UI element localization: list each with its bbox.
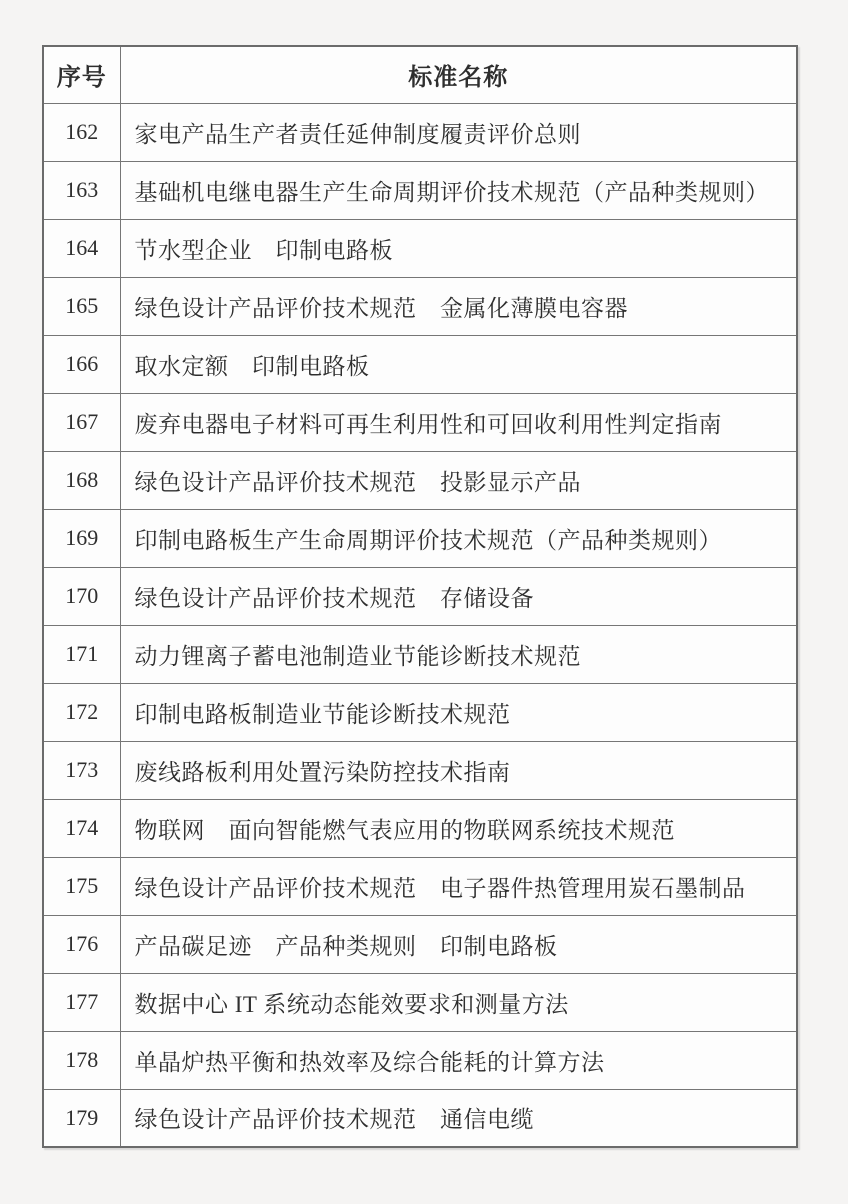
standard-name-cell: 废弃电器电子材料可再生利用性和可回收利用性判定指南 bbox=[120, 393, 797, 451]
row-number-cell: 174 bbox=[43, 799, 120, 857]
row-number-cell: 177 bbox=[43, 973, 120, 1031]
standard-name-cell: 取水定额 印制电路板 bbox=[120, 335, 797, 393]
row-number-cell: 171 bbox=[43, 625, 120, 683]
standard-name-cell: 数据中心 IT 系统动态能效要求和测量方法 bbox=[120, 973, 797, 1031]
col-header-standard-name: 标准名称 bbox=[120, 46, 797, 103]
table-header-row bbox=[43, 46, 797, 103]
row-number-cell: 172 bbox=[43, 683, 120, 741]
standard-name-cell: 印制电路板生产生命周期评价技术规范（产品种类规则） bbox=[120, 509, 797, 567]
row-number-cell: 176 bbox=[43, 915, 120, 973]
row-number-cell: 166 bbox=[43, 335, 120, 393]
table-row bbox=[43, 1031, 797, 1089]
table-row bbox=[43, 799, 797, 857]
row-number-cell: 170 bbox=[43, 567, 120, 625]
standard-name-cell: 节水型企业 印制电路板 bbox=[120, 219, 797, 277]
table-row bbox=[43, 567, 797, 625]
col-header-serial-number: 序号 bbox=[43, 46, 120, 103]
table-row bbox=[43, 335, 797, 393]
standard-name-cell: 基础机电继电器生产生命周期评价技术规范（产品种类规则） bbox=[120, 161, 797, 219]
standard-name-cell: 物联网 面向智能燃气表应用的物联网系统技术规范 bbox=[120, 799, 797, 857]
standard-name-cell: 绿色设计产品评价技术规范 存储设备 bbox=[120, 567, 797, 625]
row-number-cell: 165 bbox=[43, 277, 120, 335]
row-number-cell: 167 bbox=[43, 393, 120, 451]
table-row bbox=[43, 509, 797, 567]
table-row bbox=[43, 625, 797, 683]
table-row bbox=[43, 451, 797, 509]
standard-name-cell: 绿色设计产品评价技术规范 电子器件热管理用炭石墨制品 bbox=[120, 857, 797, 915]
row-number-cell: 169 bbox=[43, 509, 120, 567]
standard-name-cell: 绿色设计产品评价技术规范 投影显示产品 bbox=[120, 451, 797, 509]
table-row bbox=[43, 103, 797, 161]
table-row bbox=[43, 973, 797, 1031]
row-number-cell: 178 bbox=[43, 1031, 120, 1089]
row-number-cell: 163 bbox=[43, 161, 120, 219]
standard-name-cell: 家电产品生产者责任延伸制度履责评价总则 bbox=[120, 103, 797, 161]
row-number-cell: 164 bbox=[43, 219, 120, 277]
row-number-cell: 173 bbox=[43, 741, 120, 799]
row-number-cell: 175 bbox=[43, 857, 120, 915]
table-row bbox=[43, 915, 797, 973]
standard-name-cell: 印制电路板制造业节能诊断技术规范 bbox=[120, 683, 797, 741]
standard-name-cell: 绿色设计产品评价技术规范 金属化薄膜电容器 bbox=[120, 277, 797, 335]
table-row bbox=[43, 683, 797, 741]
table-row bbox=[43, 857, 797, 915]
standard-name-cell: 废线路板利用处置污染防控技术指南 bbox=[120, 741, 797, 799]
table-row bbox=[43, 161, 797, 219]
standard-name-cell: 产品碳足迹 产品种类规则 印制电路板 bbox=[120, 915, 797, 973]
row-number-cell: 168 bbox=[43, 451, 120, 509]
row-number-cell: 179 bbox=[43, 1089, 120, 1147]
table-row bbox=[43, 741, 797, 799]
standard-name-cell: 动力锂离子蓄电池制造业节能诊断技术规范 bbox=[120, 625, 797, 683]
standard-name-cell: 绿色设计产品评价技术规范 通信电缆 bbox=[120, 1089, 797, 1147]
standard-name-cell: 单晶炉热平衡和热效率及综合能耗的计算方法 bbox=[120, 1031, 797, 1089]
table-row bbox=[43, 219, 797, 277]
standards-table bbox=[42, 45, 798, 1148]
table-row bbox=[43, 1089, 797, 1147]
table-row bbox=[43, 277, 797, 335]
table-body bbox=[43, 103, 797, 1147]
row-number-cell: 162 bbox=[43, 103, 120, 161]
table-row bbox=[43, 393, 797, 451]
